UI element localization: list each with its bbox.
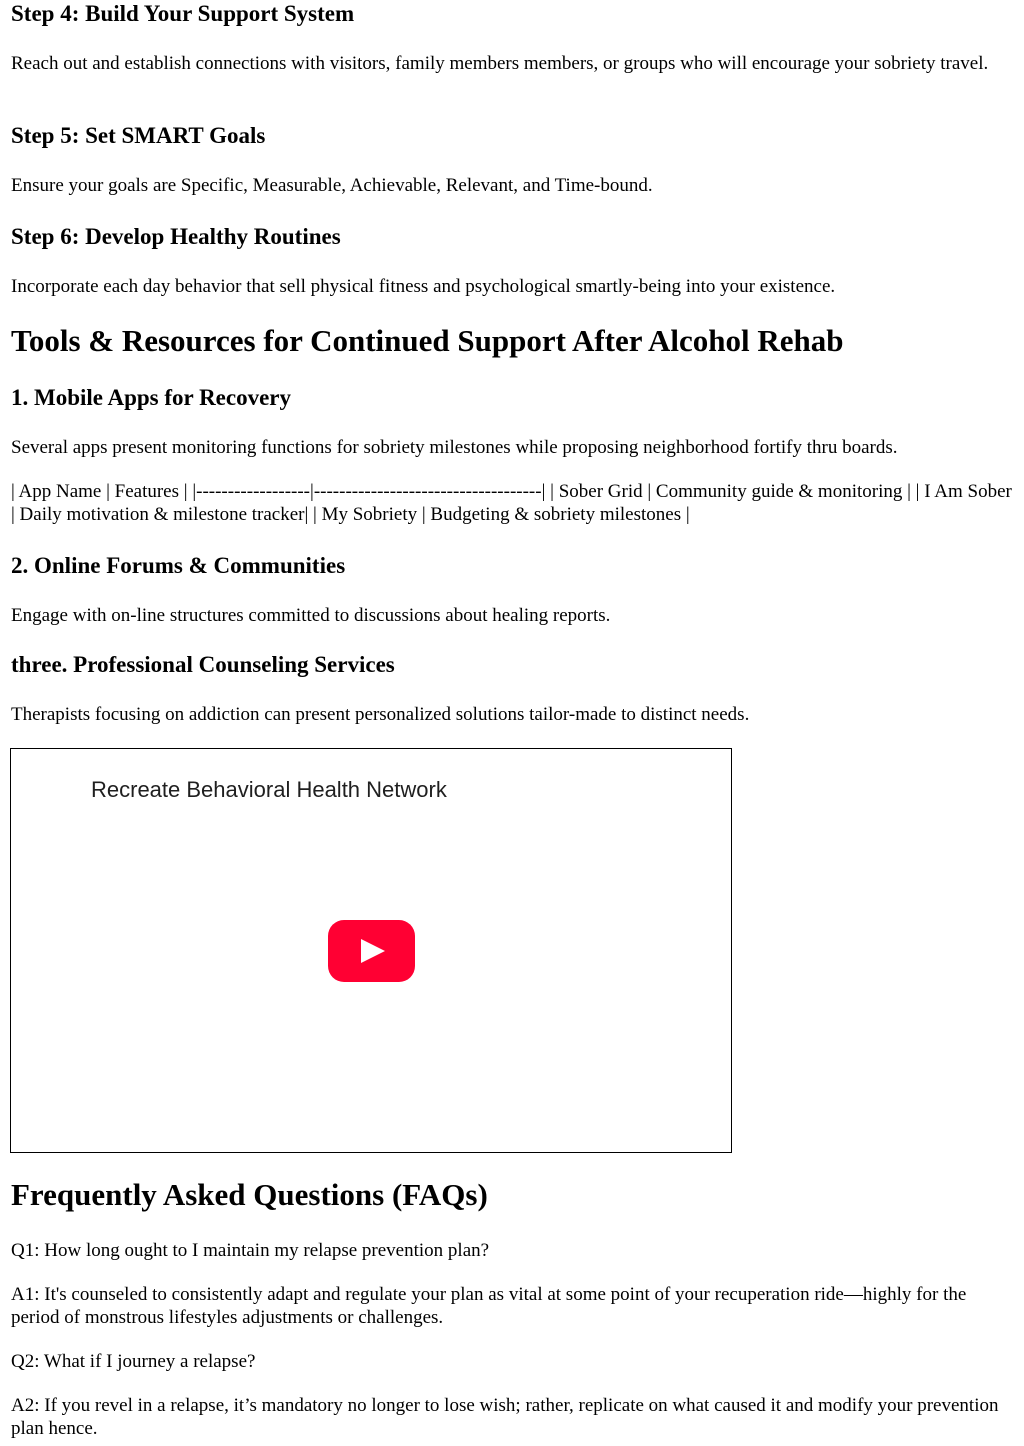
- step-5-text: Ensure your goals are Specific, Measurable, Achievable, Relevant, and Time-bound.: [11, 175, 653, 196]
- counseling-text: Therapists focusing on addiction can present personalized solutions tailor-made to distinct needs.: [11, 704, 750, 725]
- step-5-heading: Step 5: Set SMART Goals: [11, 123, 266, 148]
- faq-answer-2: A2: If you revel in a relapse, it’s mandatory no longer to lose wish; rather, replicate on what caused it and modify your prevention plan hence.: [11, 1395, 999, 1439]
- faq-answer-1: A1: It's counseled to consistently adapt and regulate your plan as vital at some point of your recuperation ride—highly for the period of monstrous lifestyles adjustments or challenges.: [11, 1284, 967, 1328]
- faq-question-2: Q2: What if I journey a relapse?: [11, 1351, 256, 1372]
- faq-heading: Frequently Asked Questions (FAQs): [11, 1177, 488, 1212]
- play-icon: [361, 939, 385, 963]
- step-6-heading: Step 6: Develop Healthy Routines: [11, 224, 341, 249]
- counseling-heading: three. Professional Counseling Services: [11, 652, 395, 677]
- step-4-text: Reach out and establish connections with visitors, family members members, or groups who will encourage your sobriety travel.: [11, 53, 989, 74]
- mobile-apps-heading: 1. Mobile Apps for Recovery: [11, 385, 292, 410]
- step-4-heading: Step 4: Build Your Support System: [11, 1, 355, 26]
- online-forums-text: Engage with on-line structures committed to discussions about healing reports.: [11, 605, 611, 626]
- apps-table-text: | App Name | Features | |------------------|------------------------------------| | Sober Grid | Community guide & monitoring | | I Am Sober | Daily motivation & milestone tracker| | My Sobriety | Budgeting & sobriety milestones |: [11, 481, 1012, 525]
- tools-resources-heading: Tools & Resources for Continued Support After Alcohol Rehab: [11, 323, 844, 358]
- mobile-apps-text: Several apps present monitoring functions for sobriety milestones while proposing neighborhood fortify thru boards.: [11, 437, 898, 458]
- play-button[interactable]: [328, 920, 415, 982]
- step-6-text: Incorporate each day behavior that sell physical fitness and psychological smartly-being into your existence.: [11, 276, 836, 297]
- video-title[interactable]: Recreate Behavioral Health Network: [91, 777, 447, 802]
- online-forums-heading: 2. Online Forums & Communities: [11, 553, 346, 578]
- video-embed[interactable]: [10, 748, 732, 1153]
- faq-question-1: Q1: How long ought to I maintain my relapse prevention plan?: [11, 1240, 490, 1261]
